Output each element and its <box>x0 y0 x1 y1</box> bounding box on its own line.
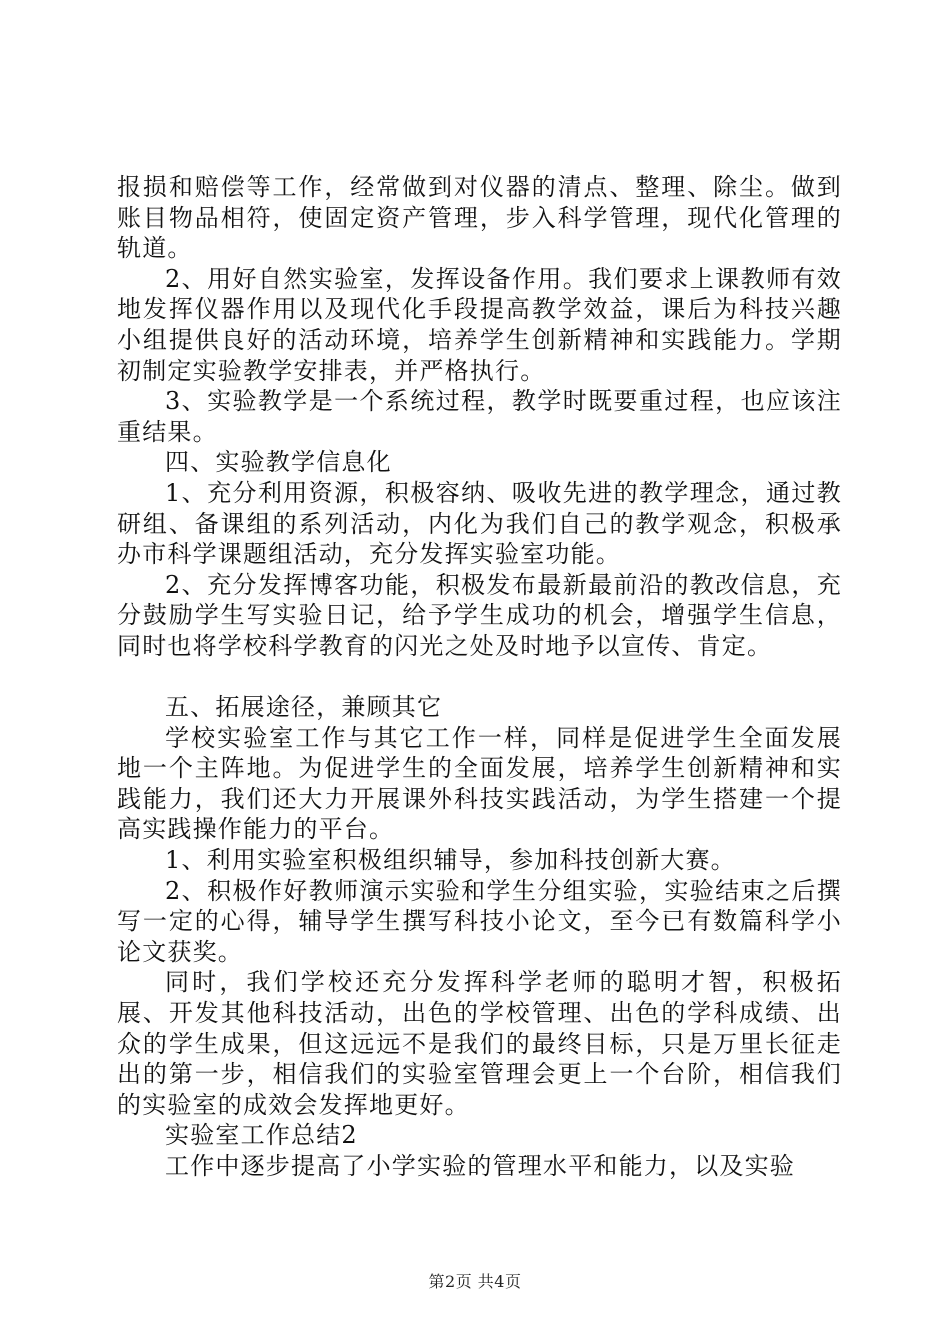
paragraph-section4-item-2: 2、充分发挥博客功能，积极发布最新最前沿的教改信息，充分鼓励学生写实验日记，给予学生成功的机会，增强学生信息，同时也将学校科学教育的闪光之处及时地予以宣传、肯定。 <box>117 570 842 660</box>
paragraph-section5-intro: 学校实验室工作与其它工作一样，同样是促进学生全面发展地一个主阵地。为促进学生的全面发展，培养学生创新精神和实践能力，我们还大力开展课外科技实践活动，为学生搭建一个提高实践操作能力的平台。 <box>117 723 842 844</box>
paragraph-item-3: 3、实验教学是一个系统过程，教学时既要重过程，也应该注重结果。 <box>117 387 842 446</box>
page-number-footer: 第2页 共4页 <box>428 1272 522 1291</box>
paragraph-summary-2-start: 工作中逐步提高了小学实验的管理水平和能力，以及实验 <box>165 1152 795 1180</box>
section-heading-4: 四、实验教学信息化 <box>165 448 392 477</box>
paragraph-section5-item-1: 1、利用实验室积极组织辅导，参加科技创新大赛。 <box>165 846 736 875</box>
paragraph-section5-item-2: 2、积极作好教师演示实验和学生分组实验，实验结束之后撰写一定的心得，辅导学生撰写科技小论文，至今已有数篇科学小论文获奖。 <box>117 876 842 966</box>
paragraph-continuation: 报损和赔偿等工作，经常做到对仪器的清点、整理、除尘。做到账目物品相符，使固定资产管理，步入科学管理，现代化管理的轨道。 <box>117 173 842 263</box>
paragraph-section5-conclusion: 同时，我们学校还充分发挥科学老师的聪明才智，积极拓展、开发其他科技活动，出色的学校管理、出色的学科成绩、出众的学生成果，但这远远不是我们的最终目标，只是万里长征走出的第一步，相信我们的实验室管理会更上一个台阶，相信我们的实验室的成效会发挥地更好。 <box>117 968 842 1119</box>
paragraph-item-2: 2、用好自然实验室，发挥设备作用。我们要求上课教师有效地发挥仪器作用以及现代化手段提高教学效益，课后为科技兴趣小组提供良好的活动环境，培养学生创新精神和实践能力。学期初制定实验教学安排表，并严格执行。 <box>117 264 842 385</box>
paragraph-section4-item-1: 1、充分利用资源，积极容纳、吸收先进的教学理念，通过教研组、备课组的系列活动，内化为我们自己的教学观念，积极承办市科学课题组活动，充分发挥实验室功能。 <box>117 478 842 569</box>
section-title-summary-2: 实验室工作总结2 <box>165 1121 358 1150</box>
section-heading-5: 五、拓展途径，兼顾其它 <box>165 693 443 722</box>
document-body <box>117 172 842 1182</box>
